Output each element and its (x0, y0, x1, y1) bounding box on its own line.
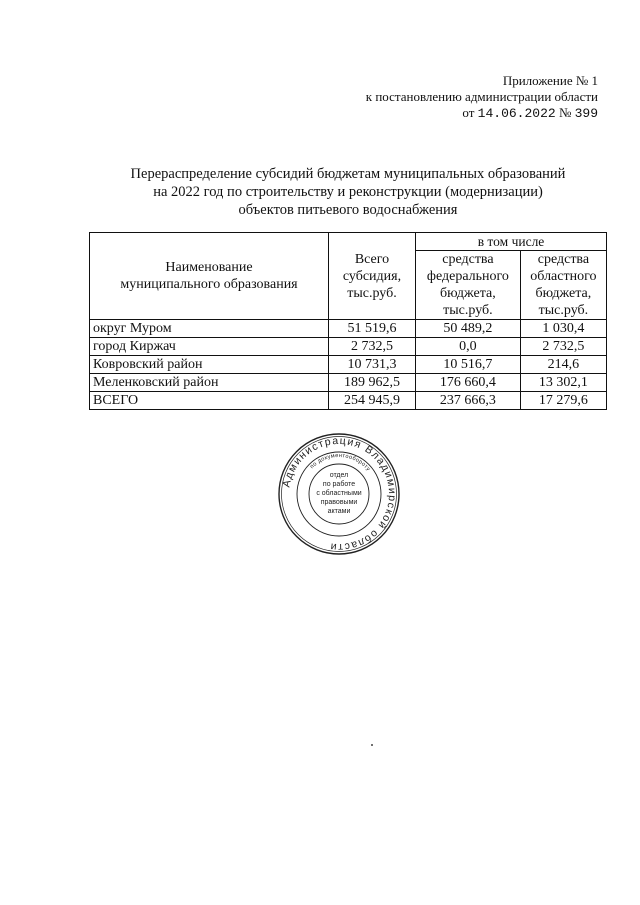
regional-value: 17 279,6 (520, 392, 606, 410)
table-row (90, 356, 607, 374)
table-row (90, 320, 607, 338)
federal-value: 10 516,7 (416, 356, 521, 374)
title-line-2: на 2022 год по строительству и реконструкции (модернизации) (153, 184, 543, 200)
stamp-inner-text: по документообороту (309, 452, 372, 473)
regional-value: 2 732,5 (520, 338, 606, 356)
total-label: ВСЕГО (90, 392, 329, 410)
table-row (90, 374, 607, 392)
stamp-center-line: по работе (322, 481, 356, 488)
official-stamp (277, 432, 401, 556)
header-municipality: Наименование муниципального образования (90, 233, 329, 320)
table-row (90, 338, 607, 356)
title-line-1: Перераспределение субсидий бюджетам муниципальных образований (130, 166, 566, 182)
stamp-center-line: правовыми (320, 499, 358, 506)
header-total-subsidy: Всего субсидия, тыс.руб. (329, 233, 416, 320)
municipality-name: город Киржач (90, 338, 329, 356)
federal-value: 176 660,4 (416, 374, 521, 392)
subsidy-table (89, 232, 607, 410)
resolution-date-number (366, 105, 598, 122)
document-header (366, 73, 598, 122)
resolution-reference: к постановлению администрации области (365, 89, 598, 104)
regional-value: 214,6 (520, 356, 606, 374)
document-title (90, 165, 606, 219)
stamp-center-line: с областными (316, 490, 362, 497)
resolution-date: 14.06.2022 (477, 106, 556, 121)
regional-value: 13 302,1 (520, 374, 606, 392)
header-regional-budget: средства областного бюджета, тыс.руб. (520, 251, 606, 320)
regional-value: 1 030,4 (520, 320, 606, 338)
federal-value: 50 489,2 (416, 320, 521, 338)
municipality-name: Ковровский район (90, 356, 329, 374)
resolution-number: 399 (574, 106, 598, 121)
total-value: 254 945,9 (329, 392, 416, 410)
total-value: 51 519,6 (329, 320, 416, 338)
stamp-center-text (316, 472, 361, 515)
municipality-name: округ Муром (90, 320, 329, 338)
federal-value: 237 666,3 (416, 392, 521, 410)
stamp-outer-text: Администрация Владимирской области (280, 434, 399, 554)
number-sign: № (558, 105, 572, 120)
title-line-3: объектов питьевого водоснабжения (238, 202, 458, 218)
header-including: в том числе (416, 233, 607, 251)
total-value: 189 962,5 (329, 374, 416, 392)
stamp-center-line: актами (327, 508, 351, 515)
federal-value: 0,0 (416, 338, 521, 356)
stamp-center-line: отдел (329, 472, 349, 479)
header-federal-budget: средства федерального бюджета, тыс.руб. (416, 251, 521, 320)
scan-speck (371, 744, 373, 746)
total-value: 10 731,3 (329, 356, 416, 374)
total-value: 2 732,5 (329, 338, 416, 356)
appendix-label: Приложение № 1 (502, 73, 598, 88)
table-row-total (90, 392, 607, 410)
municipality-name: Меленковский район (90, 374, 329, 392)
date-prefix: от (462, 105, 475, 120)
